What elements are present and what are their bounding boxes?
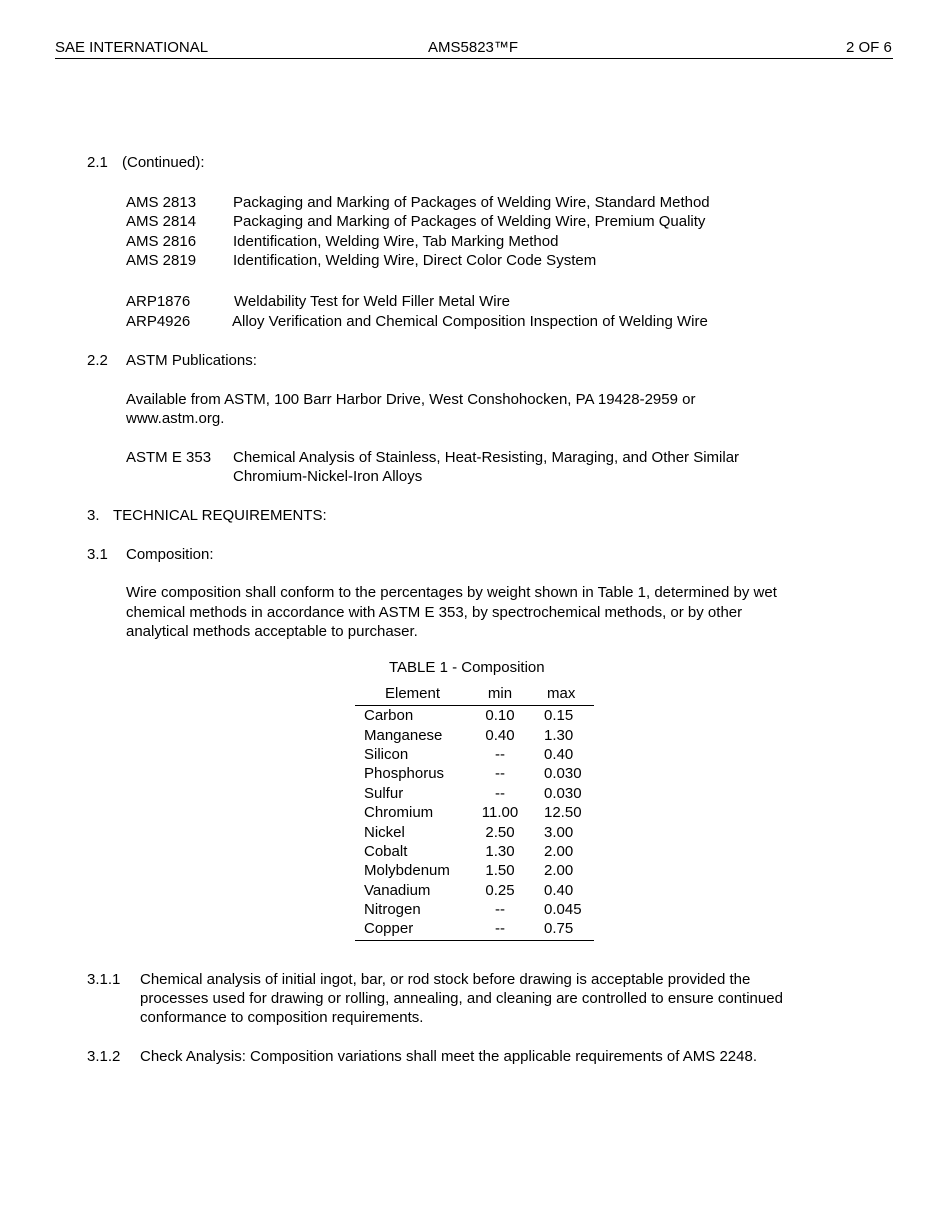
min-cell: 0.25 <box>485 881 515 899</box>
max-cell: 0.40 <box>544 881 574 899</box>
table-row <box>355 900 594 919</box>
element-cell: Carbon <box>364 707 414 725</box>
table-row <box>355 861 594 880</box>
header-org: SAE INTERNATIONAL <box>55 39 209 56</box>
element-cell: Sulfur <box>364 784 404 802</box>
header-doc-number: AMS5823™F <box>428 39 519 56</box>
reference-title: Packaging and Marking of Packages of Welding Wire, Standard Method <box>233 194 710 211</box>
table-row <box>355 745 594 764</box>
section-3-1-1-number: 3.1.1 <box>87 971 121 988</box>
table-row <box>355 706 594 726</box>
reference-title: Identification, Welding Wire, Direct Color Code System <box>233 252 597 269</box>
max-cell: 0.030 <box>544 765 582 783</box>
composition-paragraph-line-1: Wire composition shall conform to the percentages by weight shown in Table 1, determined by wet <box>126 584 777 601</box>
table-1-caption: TABLE 1 - Composition <box>389 659 545 676</box>
reference-title: Weldability Test for Weld Filler Metal Wire <box>234 293 510 310</box>
section-3-title: TECHNICAL REQUIREMENTS: <box>113 507 327 524</box>
element-cell: Cobalt <box>364 842 408 860</box>
min-cell: -- <box>495 745 505 763</box>
section-2-1-number: 2.1 <box>87 154 108 171</box>
header-page-number: 2 OF 6 <box>846 39 892 56</box>
min-cell: -- <box>495 765 505 783</box>
min-cell: 1.50 <box>485 862 515 880</box>
reference-title: Alloy Verification and Chemical Composition Inspection of Welding Wire <box>232 313 708 330</box>
section-3-number: 3. <box>87 507 100 524</box>
astm-reference-code: ASTM E 353 <box>126 449 212 466</box>
max-cell: 1.30 <box>544 726 574 744</box>
composition-table <box>355 684 594 941</box>
header-rule <box>55 58 893 59</box>
element-cell: Vanadium <box>364 881 431 899</box>
reference-title: Identification, Welding Wire, Tab Marking Method <box>233 233 559 250</box>
section-3-1-1-line-3: conformance to composition requirements. <box>140 1009 424 1026</box>
element-cell: Chromium <box>364 804 434 822</box>
astm-availability-line-2: www.astm.org. <box>126 410 225 427</box>
element-cell: Phosphorus <box>364 765 445 783</box>
reference-code: AMS 2814 <box>126 213 197 230</box>
element-cell: Manganese <box>364 726 443 744</box>
section-2-2-number: 2.2 <box>87 352 108 369</box>
min-cell: 11.00 <box>481 804 519 822</box>
max-cell: 0.75 <box>530 919 594 940</box>
table-row <box>355 881 594 900</box>
min-cell: 1.30 <box>485 842 515 860</box>
reference-code: AMS 2819 <box>126 252 197 269</box>
table-row <box>355 822 594 841</box>
max-cell: 12.50 <box>544 804 582 822</box>
astm-reference-title-line-2: Chromium-Nickel-Iron Alloys <box>233 468 423 485</box>
max-cell: 0.40 <box>544 745 574 763</box>
section-3-1-title: Composition: <box>126 546 214 563</box>
element-cell: Nitrogen <box>364 901 421 919</box>
max-cell: 3.00 <box>544 823 574 841</box>
reference-code: AMS 2816 <box>126 233 197 250</box>
section-3-1-2-number: 3.1.2 <box>87 1048 121 1065</box>
max-cell: 2.00 <box>544 862 574 880</box>
min-cell: 0.10 <box>485 707 515 725</box>
table-header-row <box>355 684 594 706</box>
element-cell: Copper <box>355 919 470 940</box>
column-header-min: min <box>470 684 530 706</box>
min-cell: -- <box>495 901 505 919</box>
table-row <box>355 784 594 803</box>
section-3-1-2-line-1: Check Analysis: Composition variations shall meet the applicable requirements of AMS 2248. <box>140 1048 757 1065</box>
column-header-element: Element <box>355 684 470 706</box>
composition-paragraph-line-2: chemical methods in accordance with ASTM E 353, by spectrochemical methods, or by other <box>126 604 743 621</box>
section-3-1-number: 3.1 <box>87 546 108 563</box>
max-cell: 0.030 <box>544 784 582 802</box>
reference-code: ARP4926 <box>126 313 191 330</box>
section-3-1-1-line-2: processes used for drawing or rolling, annealing, and cleaning are controlled to ensure continued <box>140 990 783 1007</box>
min-cell: -- <box>495 784 505 802</box>
astm-reference-title-line-1: Chemical Analysis of Stainless, Heat-Resisting, Maraging, and Other Similar <box>233 449 740 466</box>
reference-code: ARP1876 <box>126 293 191 310</box>
min-cell: 2.50 <box>485 823 515 841</box>
max-cell: 0.045 <box>544 901 582 919</box>
table-row <box>355 803 594 822</box>
max-cell: 2.00 <box>544 842 574 860</box>
table-row <box>355 764 594 783</box>
min-cell: -- <box>470 919 530 940</box>
section-3-1-1-line-1: Chemical analysis of initial ingot, bar, or rod stock before drawing is acceptable provided the <box>140 971 751 988</box>
composition-paragraph-line-3: analytical methods acceptable to purchaser. <box>126 623 418 640</box>
column-header-max: max <box>530 684 594 706</box>
element-cell: Nickel <box>364 823 405 841</box>
reference-code: AMS 2813 <box>126 194 197 211</box>
section-2-1-title: (Continued): <box>122 154 205 171</box>
section-2-2-title: ASTM Publications: <box>126 352 257 369</box>
element-cell: Silicon <box>364 745 409 763</box>
table-row <box>355 725 594 744</box>
min-cell: 0.40 <box>485 726 515 744</box>
astm-availability-line-1: Available from ASTM, 100 Barr Harbor Drive, West Conshohocken, PA 19428-2959 or <box>126 391 696 408</box>
reference-title: Packaging and Marking of Packages of Welding Wire, Premium Quality <box>233 213 706 230</box>
element-cell: Molybdenum <box>364 862 450 880</box>
table-row <box>355 919 594 940</box>
max-cell: 0.15 <box>544 707 574 725</box>
table-row <box>355 842 594 861</box>
